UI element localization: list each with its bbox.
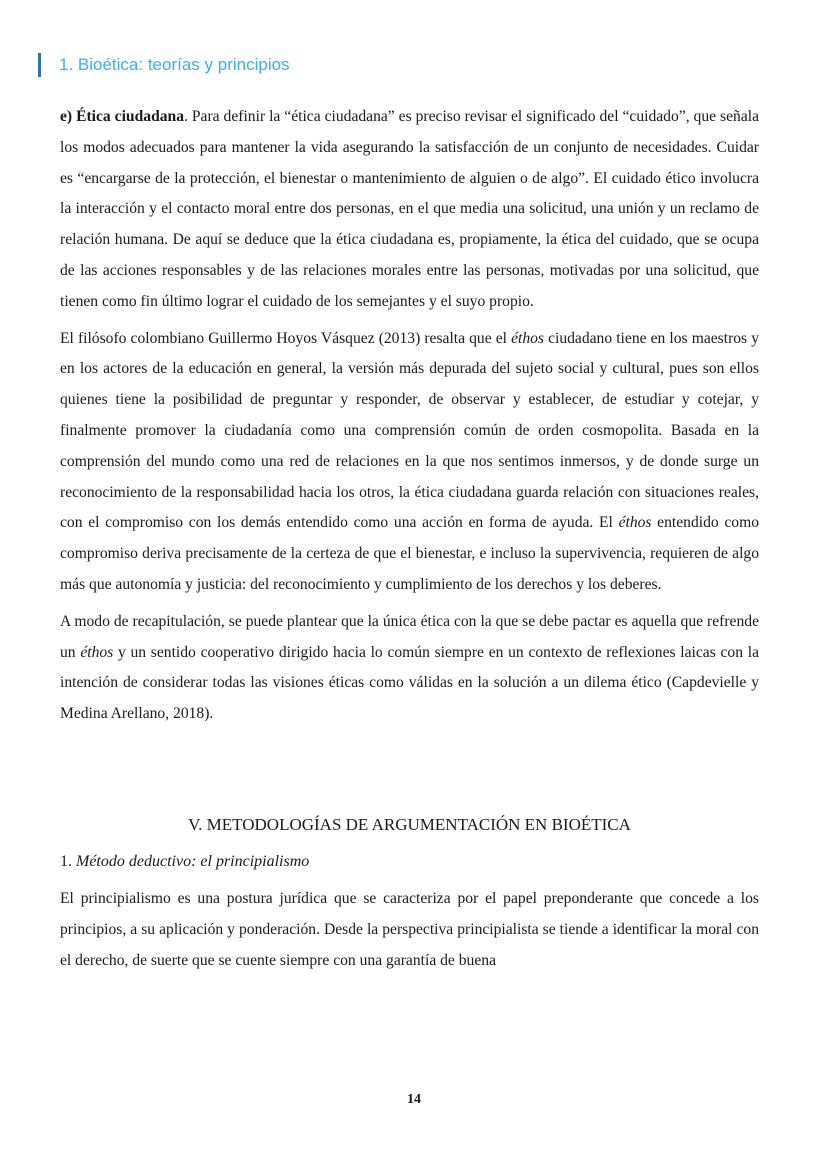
italic-term: éthos (618, 514, 652, 532)
paragraph-text: . Para definir la “ética ciudadana” es preciso revisar el significado del “cuidado”, que señala los modos adecuados para mantener la vida asegurando la satisfacción de un conjunto de necesidades. Cuidar es “encargarse de la protección, el bienestar o mantenimiento de alguien o de algo”. El cuidado ético involucra la interacción y el contacto moral entre dos personas, en el que media una solicitud, una unión y un reclamo de relación humana. De aquí se deduce que la ética ciudadana es, propiamente, la ética del cuidado, que se ocupa de las acciones responsables y de las relaciones morales entre las personas, motivadas por una solicitud, que tienen como fin último lograr el cuidado de los semejantes y el suyo propio. (60, 108, 759, 310)
subsection-heading (60, 848, 759, 876)
paragraph-text: y un sentido cooperativo dirigido hacia lo común siempre en un contexto de reflexiones laicas con la intención de considerar todas las visiones éticas como válidas en la solución a un dilema ético (Capdevielle y Medina Arellano, 2018). (60, 643, 759, 723)
paragraph-lead: e) Ética ciudadana (60, 108, 185, 125)
paragraph-text: ciudadano tiene en los maestros y en los actores de la educación en general, la versión más depurada del sujeto social y cultural, pues son ellos quienes tiene la posibilidad de preguntar y responder, de observar y establecer, de estudiar y cotejar, y finalmente promover la ciudadanía como una comprensión común de orden cosmopolita. Basada en la comprensión del mundo como una red de relaciones en la que nos sentimos inmersos, y de donde surge un reconocimiento de la responsabilidad hacia los otros, la ética ciudadana guarda relación con situaciones reales, con el compromiso con los demás entendido como una acción en forma de ayuda. El (60, 329, 759, 532)
paragraph-text: A modo de recapitulación, se puede plantear que la única ética con la que se debe pactar es aquella que refrende un (60, 612, 759, 661)
subsection-number: 1. (60, 852, 76, 870)
italic-term: éthos (511, 329, 544, 347)
italic-term: éthos (80, 643, 114, 661)
paragraph-principialismo (60, 884, 759, 976)
subsection-title: Método deductivo: el principialismo (76, 852, 310, 870)
paragraph-text: entendido como compromiso deriva precisamente de la certeza de que el bienestar, e incluso la supervivencia, requieren de algo más que autonomía y justicia: del reconocimiento y cumplimiento de los derechos y los deberes. (60, 514, 759, 593)
page-number: 14 (407, 1092, 421, 1107)
document-body (60, 102, 759, 982)
header-accent-bar (38, 53, 41, 77)
paragraph-hoyos (60, 324, 759, 601)
paragraph-etica-ciudadana (60, 102, 759, 318)
paragraph-text: El principialismo es una postura jurídica que se caracteriza por el papel preponderante que concede a los principios, a su aplicación y ponderación. Desde la perspectiva principialista se tiende a identificar la moral con el derecho, de suerte que se cuente siempre con una garantía de buena (60, 889, 759, 969)
section-heading: V. METODOLOGÍAS DE ARGUMENTACIÓN EN BIOÉTICA (188, 814, 631, 834)
paragraph-recapitulacion (60, 607, 759, 730)
running-header (38, 53, 290, 77)
header-title: 1. Bioética: teorías y principios (59, 55, 290, 74)
paragraph-text: El filósofo colombiano Guillermo Hoyos Vásquez (2013) resalta que el (60, 329, 512, 347)
